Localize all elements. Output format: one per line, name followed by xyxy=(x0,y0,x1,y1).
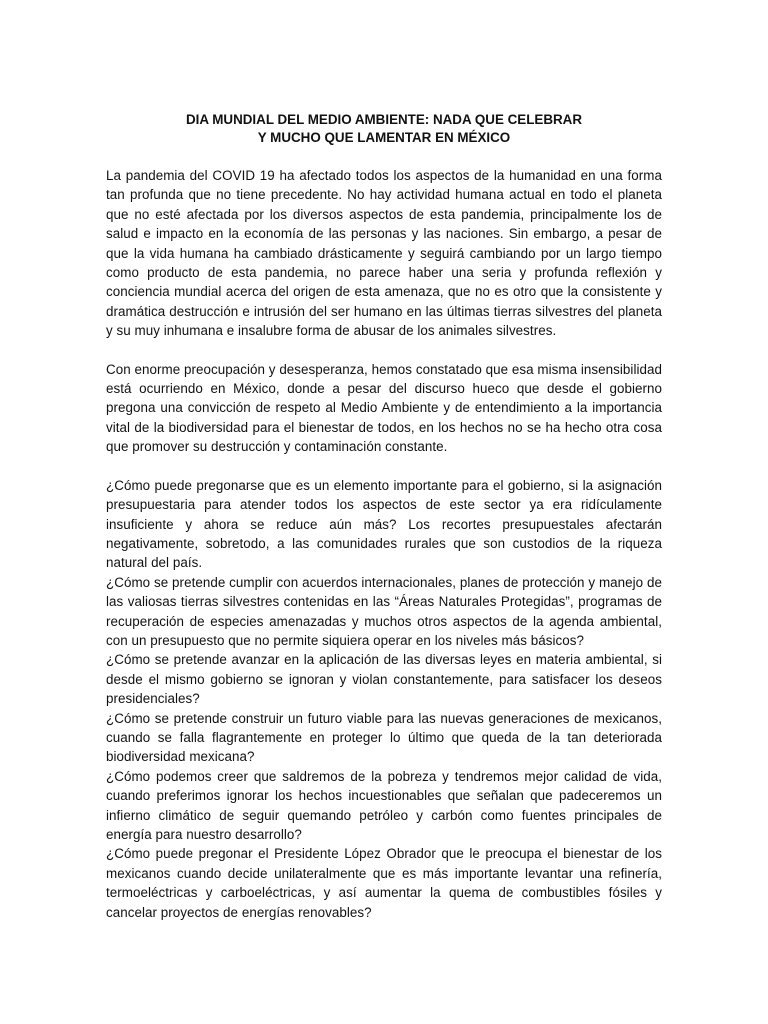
paragraph-budget-question: ¿Cómo puede pregonarse que es un elemento importante para el gobierno, si la asignación presupuestaria para atender todos los aspectos de este sector ya era ridículamente insuficiente y ahora se reduce aún más? Los recortes presupuestales afectarán negativamente, sobretodo, a las comunidades rurales que son custodios de la riqueza natural del país. xyxy=(106,477,662,571)
document-page xyxy=(106,111,662,922)
paragraph-mexico-insensitivity: Con enorme preocupación y desesperanza, hemos constatado que esa misma insensibilidad está ocurriendo en México, donde a pesar del discurso hueco que desde el gobierno pregona una convicción de respeto al Medio Ambiente y de entendimiento a la importancia vital de la biodiversidad para el bienestar de todos, en los hechos no se ha hecho otra cosa que promover su destrucción y contaminación constante. xyxy=(106,361,662,455)
paragraph-environmental-laws: ¿Cómo se pretende avanzar en la aplicación de las diversas leyes en materia ambiental, si desde el mismo gobierno se ignoran y violan constantemente, para satisfacer los deseos presidenciales? xyxy=(106,652,662,707)
paragraph-pandemic: La pandemia del COVID 19 ha afectado todos los aspectos de la humanidad en una forma tan profunda que no tiene precedente. No hay actividad humana actual en todo el planeta que no esté afectada por los diversos aspectos de esta pandemia, principalmente los de salud e impacto en la economía de las personas y las naciones. Sin embargo, a pesar de que la vida humana ha cambiado drásticamente y seguirá cambiando por un largo tiempo como producto de esta pandemia, no parece haber una seria y profunda reflexión y conciencia mundial acerca del origen de esta amenaza, que no es otro que la consistente y dramática destrucción e intrusión del ser humano en las últimas tierras silvestres del planeta y su muy inhumana e insalubre forma de abusar de los animales silvestres. xyxy=(106,168,662,339)
document-title xyxy=(106,111,662,147)
title-line-2: Y MUCHO QUE LAMENTAR EN MÉXICO xyxy=(257,130,511,145)
paragraph-future-generations: ¿Cómo se pretende construir un futuro viable para las nuevas generaciones de mexicanos, cuando se falla flagrantemente en proteger lo último que queda de la tan deteriorada biodiversidad mexicana? xyxy=(106,710,662,765)
paragraph-international-agreements: ¿Cómo se pretende cumplir con acuerdos internacionales, planes de protección y manejo de las valiosas tierras silvestres contenidas en las “Áreas Naturales Protegidas”, programas de recuperación de especies amenazadas y muchos otros aspectos de la agenda ambiental, con un presupuesto que no permite siquiera operar en los niveles más básicos? xyxy=(106,574,662,648)
title-line-1: DIA MUNDIAL DEL MEDIO AMBIENTE: NADA QUE CELEBRAR xyxy=(185,112,583,127)
paragraph-president-energy: ¿Cómo puede pregonar el Presidente López Obrador que le preocupa el bienestar de los mexicanos cuando decide unilateralmente que es más importante levantar una refinería, termoeléctricas y carboeléctricas, y así aumentar la quema de combustibles fósiles y cancelar proyectos de energías renovables? xyxy=(106,846,662,920)
paragraph-climate-poverty: ¿Cómo podemos creer que saldremos de la pobreza y tendremos mejor calidad de vida, cuando preferimos ignorar los hechos incuestionables que señalan que padeceremos un infierno climático de seguir quemando petróleo y carbón como fuentes principales de energía para nuestro desarrollo? xyxy=(106,768,662,842)
